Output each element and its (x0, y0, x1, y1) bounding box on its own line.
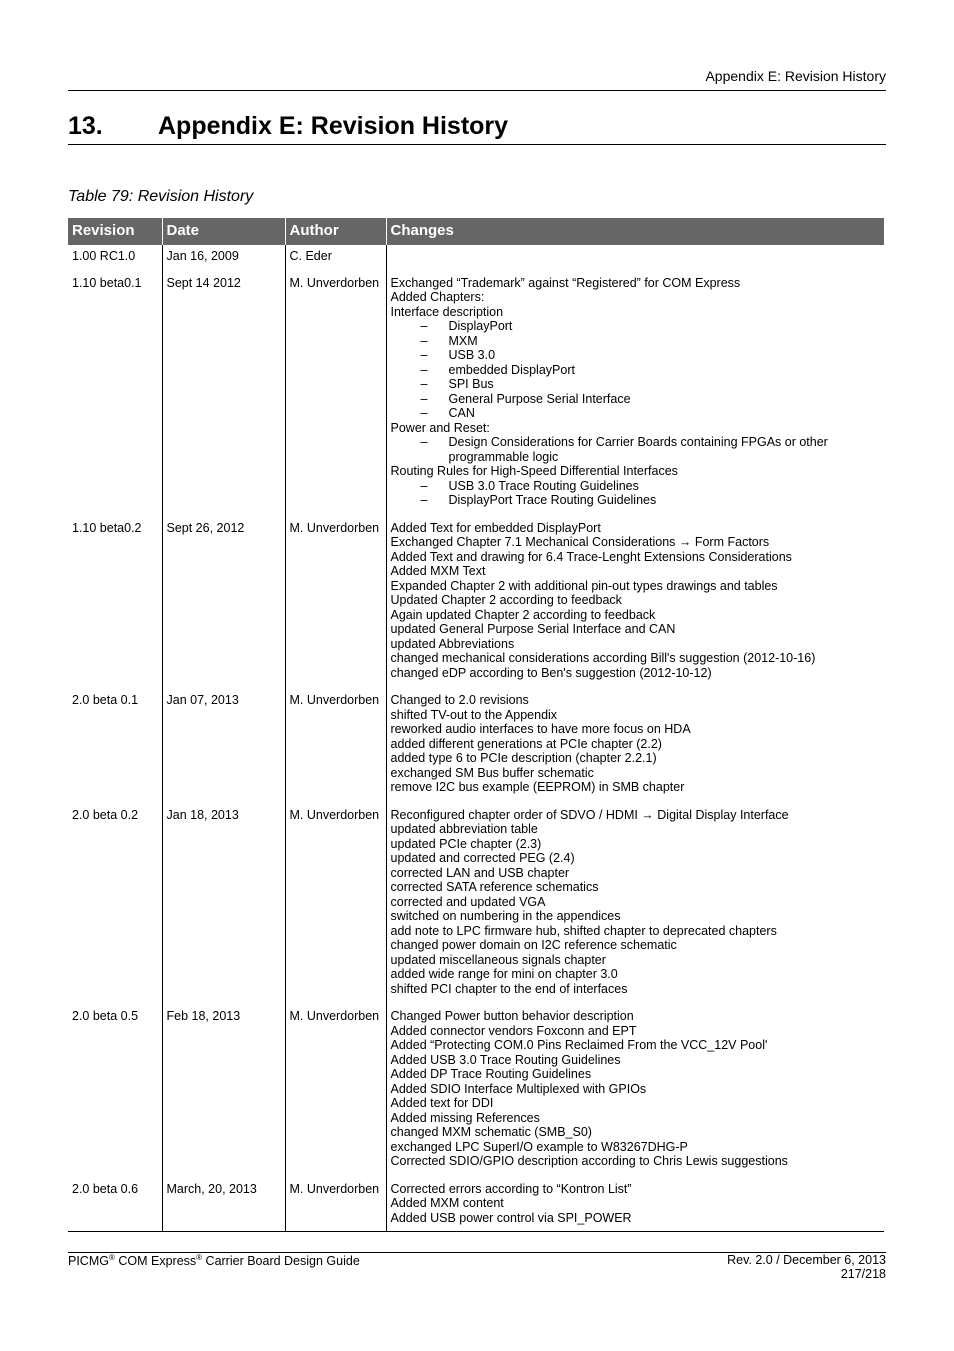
table-row (68, 272, 884, 517)
change-subitem-text: DisplayPort Trace Routing Guidelines (448, 493, 657, 507)
change-item: Added USB 3.0 Trace Routing Guidelines (390, 1052, 621, 1067)
change-item: Added Text and drawing for 6.4 Trace-Lenght Extensions Considerations (390, 549, 792, 564)
change-subitem (391, 348, 881, 363)
section-title-text: Appendix E: Revision History (158, 112, 509, 140)
cell-date: March, 20, 2013 (162, 1178, 285, 1232)
change-item: Added MXM content (390, 1196, 504, 1210)
change-item: corrected LAN and USB chapter (390, 865, 570, 880)
column-header-date: Date (162, 218, 285, 245)
section-title (68, 112, 886, 145)
change-item: added wide range for mini on chapter 3.0 (390, 967, 618, 981)
change-subitem (391, 334, 881, 349)
change-item: add note to LPC firmware hub, shifted chapter to deprecated chapters (390, 923, 777, 938)
footer-revision: Rev. 2.0 / December 6, 2013 (727, 1253, 886, 1267)
change-item: changed eDP according to Ben's suggestion (2012-10-12) (390, 665, 712, 680)
dash-bullet: – (420, 435, 428, 449)
cell-author: M. Unverdorben (285, 804, 386, 1006)
change-item: Added MXM Text (390, 564, 486, 578)
dash-bullet: – (420, 406, 428, 420)
dash-bullet: – (420, 333, 428, 348)
cell-revision: 2.0 beta 0.2 (72, 807, 139, 822)
change-subitem-text: USB 3.0 Trace Routing Guidelines (448, 478, 639, 493)
footer-guide: Carrier Board Design Guide (202, 1254, 360, 1269)
change-item: updated General Purpose Serial Interface and CAN (390, 622, 676, 636)
change-item: Exchanged “Trademark” against “Registered” for COM Express (390, 275, 741, 290)
registered-mark: ® (196, 1253, 203, 1262)
change-item: Reconfigured chapter order of SDVO / HDMI → Digital Display Interface (390, 807, 789, 822)
change-subitem (391, 493, 881, 508)
section-number: 13. (68, 112, 103, 140)
cell-author: M. Unverdorben (285, 689, 386, 804)
change-item: remove I2C bus example (EEPROM) in SMB chapter (390, 780, 685, 794)
cell-revision: 2.0 beta 0.5 (72, 1009, 139, 1023)
table-row (68, 245, 884, 272)
cell-date: Sept 26, 2012 (162, 517, 285, 690)
change-subitem-text: USB 3.0 (448, 348, 496, 362)
change-subitem-text: General Purpose Serial Interface (448, 391, 631, 406)
change-item: updated miscellaneous signals chapter (390, 952, 606, 967)
dash-bullet: – (420, 377, 428, 391)
change-item: changed mechanical considerations according Bill's suggestion (2012-10-16) (390, 651, 816, 665)
change-item: Added “Protecting COM.0 Pins Reclaimed From the VCC_12V Pool' (390, 1038, 768, 1052)
table-row (68, 1005, 884, 1178)
change-subitem (391, 377, 881, 392)
change-item: updated PCIe chapter (2.3) (390, 836, 542, 851)
table-header-row (68, 218, 884, 245)
dash-bullet: – (420, 348, 428, 362)
change-item: exchanged LPC SuperI/O example to W83267DHG-P (390, 1139, 688, 1154)
change-item: added type 6 to PCIe description (chapter 2.2.1) (390, 751, 657, 765)
cell-changes (386, 517, 884, 690)
change-item: changed MXM schematic (SMB_S0) (390, 1125, 592, 1139)
change-subitem-text: DisplayPort (448, 319, 513, 333)
change-item: Added connector vendors Foxconn and EPT (390, 1023, 637, 1038)
registered-mark: ® (108, 1253, 115, 1262)
change-subitem (391, 392, 881, 407)
cell-changes (386, 1178, 884, 1232)
change-item: Corrected errors according to “Kontron List” (390, 1181, 632, 1196)
table-body (68, 245, 884, 1232)
change-item: Changed to 2.0 revisions (390, 693, 529, 707)
change-item: Again updated Chapter 2 according to feedback (390, 607, 656, 622)
change-item: updated and corrected PEG (2.4) (390, 851, 575, 865)
change-subitem (391, 406, 881, 421)
change-item: corrected SATA reference schematics (390, 880, 599, 894)
cell-changes (386, 804, 884, 1006)
cell-changes (386, 272, 884, 517)
cell-author: M. Unverdorben (285, 272, 386, 517)
dash-bullet: – (420, 319, 428, 333)
revision-history-table (68, 218, 884, 1232)
cell-changes (386, 245, 884, 272)
change-item: Added Chapters: (390, 290, 485, 304)
dash-bullet: – (420, 493, 428, 507)
change-item: Interface description (390, 304, 504, 319)
change-item: corrected and updated VGA (390, 894, 546, 909)
change-item: switched on numbering in the appendices (390, 909, 621, 923)
change-item: Changed Power button behavior description (390, 1009, 634, 1023)
running-header-title: Appendix E: Revision History (705, 68, 886, 84)
change-subitem-text: CAN (448, 406, 475, 420)
footer-page-number: 217/218 (840, 1267, 886, 1281)
cell-changes (386, 1005, 884, 1178)
footer-com-express: COM Express (114, 1254, 197, 1269)
cell-revision: 1.10 beta0.2 (72, 520, 142, 535)
table-row (68, 689, 884, 804)
change-item: Added missing References (390, 1110, 540, 1125)
change-item: exchanged SM Bus buffer schematic (390, 765, 594, 780)
footer-picmg: PICMG (68, 1254, 109, 1269)
change-item: updated Abbreviations (390, 636, 515, 651)
cell-date: Sept 14 2012 (162, 272, 285, 517)
change-item: Added USB power control via SPI_POWER (390, 1210, 632, 1225)
change-subitem (391, 363, 881, 378)
cell-author: M. Unverdorben (285, 1005, 386, 1178)
change-item: Updated Chapter 2 according to feedback (390, 593, 622, 607)
change-item: Added Text for embedded DisplayPort (390, 520, 601, 535)
change-item: Power and Reset: (390, 420, 490, 435)
cell-date: Jan 18, 2013 (162, 804, 285, 1006)
change-subitem (391, 435, 881, 464)
table-row (68, 804, 884, 1006)
cell-author: M. Unverdorben (285, 517, 386, 690)
dash-bullet: – (420, 391, 428, 406)
table-caption: Table 79: Revision History (68, 188, 254, 205)
change-item: reworked audio interfaces to have more focus on HDA (390, 722, 691, 736)
footer-document-title (68, 1253, 360, 1268)
cell-author: C. Eder (285, 245, 386, 272)
change-subitem-text: SPI Bus (448, 377, 494, 391)
table-row (68, 1178, 884, 1232)
running-header (68, 68, 886, 91)
cell-author: M. Unverdorben (285, 1178, 386, 1232)
column-header-author: Author (285, 218, 386, 245)
footer-right (727, 1253, 886, 1281)
cell-revision: 1.00 RC1.0 (72, 249, 136, 263)
cell-date: Feb 18, 2013 (162, 1005, 285, 1178)
change-item: Added DP Trace Routing Guidelines (390, 1067, 592, 1081)
change-item: Expanded Chapter 2 with additional pin-out types drawings and tables (390, 578, 778, 593)
cell-date: Jan 07, 2013 (162, 689, 285, 804)
dash-bullet: – (420, 478, 428, 493)
change-subitem (391, 479, 881, 494)
change-item: changed power domain on I2C reference schematic (390, 938, 677, 952)
cell-revision: 1.10 beta0.1 (72, 275, 142, 290)
change-item: Exchanged Chapter 7.1 Mechanical Considerations → Form Factors (390, 535, 770, 549)
change-item: updated abbreviation table (390, 822, 538, 836)
cell-date: Jan 16, 2009 (162, 245, 285, 272)
change-item: added different generations at PCIe chapter (2.2) (390, 736, 662, 751)
change-item: shifted PCI chapter to the end of interfaces (390, 981, 628, 996)
change-subitem-text: Design Considerations for Carrier Boards containing FPGAs or other programmable logic (448, 435, 828, 464)
change-item: Routing Rules for High-Speed Differential Interfaces (390, 464, 678, 478)
cell-revision: 2.0 beta 0.1 (72, 693, 139, 707)
change-item: Corrected SDIO/GPIO description according to Chris Lewis suggestions (390, 1154, 788, 1168)
change-item: Added SDIO Interface Multiplexed with GPIOs (390, 1081, 647, 1096)
cell-changes (386, 689, 884, 804)
change-subitem-text: MXM (448, 333, 478, 348)
column-header-revision: Revision (68, 218, 162, 245)
change-item: shifted TV-out to the Appendix (390, 707, 558, 722)
dash-bullet: – (420, 362, 428, 377)
column-header-changes: Changes (386, 218, 884, 245)
change-item: Added text for DDI (390, 1096, 494, 1110)
change-subitem (391, 319, 881, 334)
cell-revision: 2.0 beta 0.6 (68, 1178, 162, 1232)
change-subitem-text: embedded DisplayPort (448, 362, 575, 377)
table-row (68, 517, 884, 690)
